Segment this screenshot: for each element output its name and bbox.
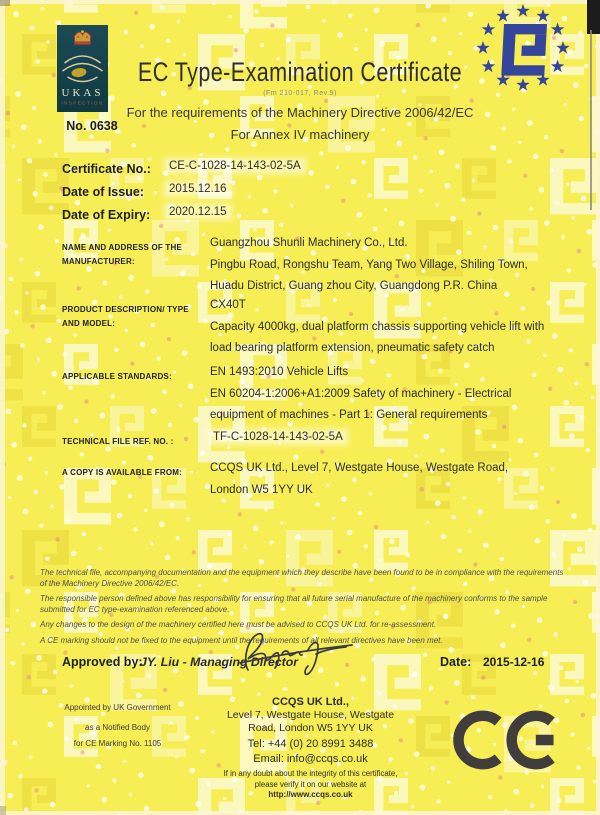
footer-left-line: Appointed by UK Government — [64, 703, 171, 712]
ccqs-contact-block — [218, 696, 403, 800]
manufacturer-value — [210, 233, 570, 298]
notified-body-number: No. 0638 — [66, 119, 118, 133]
manufacturer-label — [62, 236, 208, 268]
approval-date-value: 2015-12-16 — [483, 655, 545, 669]
statement-changes: Any changes to the design of the machinery certified here must be advised to CCQS UK Ltd. for re-assessment. — [40, 620, 437, 629]
field-label: Certificate No.: — [62, 162, 151, 176]
date-label: Date: — [440, 655, 472, 669]
ukas-logo-subtext: INSPECTION — [61, 100, 104, 106]
signature-scribble — [238, 626, 376, 676]
value-line: Pingbu Road, Rongshu Team, Yang Two Village, Shiling Town, — [210, 258, 528, 271]
approver-name: JY. Liu - Managing Director — [140, 655, 299, 669]
value-line: EN 60204-1:2006+A1:2009 Safety of machinery - Electrical — [210, 387, 512, 400]
footer-left-line: for CE Marking No. 1105 — [73, 739, 162, 748]
technical-file-value — [210, 427, 570, 449]
field-label: Date of Expiry: — [62, 208, 151, 222]
value-line — [210, 427, 570, 449]
statement-compliance: The technical file, accompanying documentation and the equipment which they describe have been found to be in compliance with the requirements of the Machinery Directive 2006/42/EC. — [40, 568, 564, 588]
company-email: Email: info@ccqs.co.uk — [253, 753, 368, 765]
value-line: load bearing platform extension, pneumatic safety catch — [210, 342, 495, 354]
ce-mark-glyphs — [452, 710, 560, 770]
page-title: EC Type-Examination Certificate — [137, 57, 463, 87]
directive-line: For the requirements of the Machinery Directive 2006/42/EC — [126, 105, 474, 120]
label-line: A COPY IS AVAILABLE FROM: — [62, 468, 182, 477]
date-of-expiry-value: 2020.12.15 — [166, 206, 230, 218]
label-line: AND MODEL: — [62, 318, 116, 328]
label-line: APPLICABLE STANDARDS: — [62, 372, 172, 381]
company-address-line1: Level 7, Westgate House, Westgate — [226, 709, 395, 721]
company-name: CCQS UK Ltd., — [272, 696, 349, 708]
signature-icon — [238, 626, 376, 676]
copy-available-value — [210, 458, 570, 501]
field-row-date-of-expiry — [62, 206, 542, 228]
value-line: Guangzhou Shunli Machinery Co., Ltd. — [210, 237, 408, 249]
statement-ce-marking: A CE marking should not be fixed to the equipment until the requirements of all relevant directives have been met. — [40, 635, 443, 645]
date-of-issue-value: 2015.12.16 — [166, 183, 230, 195]
value-line: London W5 1YY UK — [210, 483, 313, 496]
notified-body-statement — [55, 702, 180, 749]
applicable-standards-value — [210, 362, 570, 427]
value-line: equipment of machines - Part 1: General requirements — [210, 409, 488, 421]
applicable-standards-label — [62, 365, 208, 384]
technical-file-number: TF-C-1028-14-143-02-5A — [210, 431, 346, 443]
company-address-line2: Road, London W5 1YY UK — [248, 722, 373, 734]
verify-note-line2: please verify it on our website at — [254, 779, 367, 789]
product-description-value — [210, 295, 570, 360]
value-line: EN 1493:2010 Vehicle Lifts — [210, 366, 349, 378]
verify-note-line1: If in any doubt about the integrity of this certificate, — [223, 769, 398, 778]
product-description-label — [62, 298, 208, 330]
value-line: CCQS UK Ltd., Level 7, Westgate House, Westgate Road, — [210, 462, 509, 474]
technical-file-label — [62, 430, 208, 449]
field-row-date-of-issue — [62, 183, 542, 205]
scan-artifact-top-left — [0, 0, 10, 6]
form-reference: (Fm 210-017, Rev.9) — [263, 90, 337, 97]
statement-responsibility: The responsible person defined above has responsibility for ensuring that all future serial manufacture of the machinery conforms to the sample submitted for EC type-examination referenced above. — [40, 594, 548, 614]
scan-artifact-bottom-left — [0, 806, 6, 815]
company-telephone: Tel: +44 (0) 20 8991 3488 — [247, 738, 374, 750]
value-line: CX40T — [210, 299, 246, 311]
footer-left-line: as a Notified Body — [85, 723, 150, 732]
value-line: Huadu District, Guang zhou City, Guangdong P.R. China — [210, 280, 498, 292]
label-line: MANUFACTURER: — [62, 256, 135, 266]
label-line: NAME AND ADDRESS OF THE — [62, 243, 183, 252]
approved-by-label: Approved by: — [62, 655, 143, 669]
scan-artifact-gray-line — [590, 30, 592, 210]
field-label: Date of Issue: — [62, 185, 144, 199]
ukas-logo-text: UKAS — [61, 87, 104, 99]
certificate-number-value: CE-C-1028-14-143-02-5A — [166, 160, 304, 172]
company-website-url: http://www.ccqs.co.uk — [268, 790, 353, 799]
annex-line: For Annex IV machinery — [230, 127, 370, 142]
ce-mark-icon — [452, 710, 560, 770]
value-line: Capacity 4000kg, dual platform chassis supporting vehicle lift with — [210, 320, 545, 333]
label-line: TECHNICAL FILE REF. NO. : — [62, 437, 174, 446]
field-row-certificate-no — [62, 160, 542, 182]
label-line: PRODUCT DESCRIPTION/ TYPE — [62, 305, 189, 314]
scan-artifact-black-bar — [587, 0, 600, 34]
copy-available-label — [62, 461, 208, 480]
